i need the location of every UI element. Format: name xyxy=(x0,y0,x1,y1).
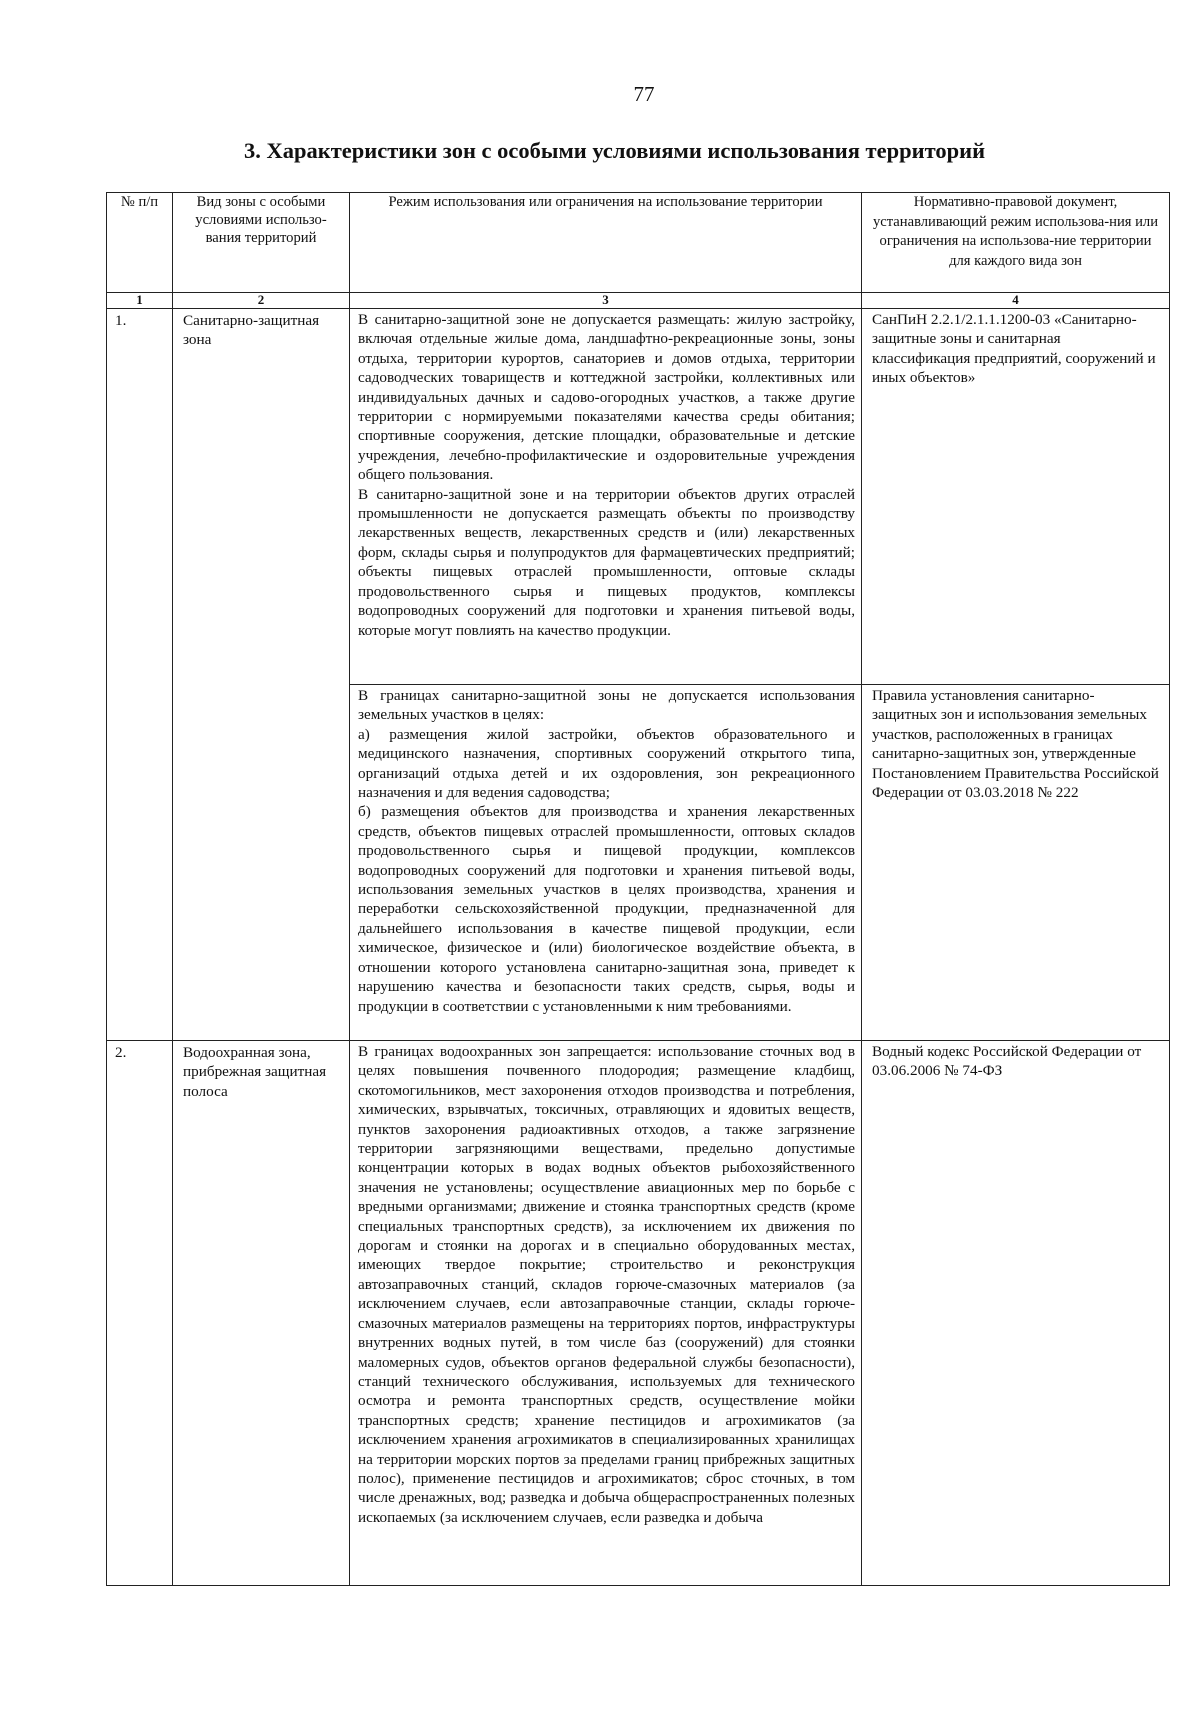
zones-table xyxy=(106,192,1170,1586)
header-index: № п/п xyxy=(107,193,173,293)
regime-paragraph: б) размещения объектов для производства и хранения лекарственных средств, объектов пищевых отраслей промышленности, оптовых складов продовольственного сырья и пищевой продукции, комплексов водопроводных сооружений для подготовки и хранения питьевой воды, использования земельных участков в целях производства, хранения и переработки сельскохозяйственной продукции, предназначенной для дальнейшего использования в качестве пищевой продукции, если химическое, физическое и (или) биологическое воздействие объекта, в отношении которого установлена санитарно-защитная зона, приведет к нарушению качества и безопасности таких средств, сырья, воды и продукции в соответствии с установленными к ним требованиями. xyxy=(358,803,855,1015)
column-number: 3 xyxy=(350,293,862,309)
regime-cell xyxy=(350,685,862,1041)
header-zone-type: Вид зоны с особыми условиями использо-вания территорий xyxy=(173,193,350,293)
column-number: 4 xyxy=(862,293,1170,309)
zone-type: Водоохранная зона, прибрежная защитная полоса xyxy=(173,1041,350,1586)
zone-type: Санитарно-защитная зона xyxy=(173,309,350,1041)
legal-document: СанПиН 2.2.1/2.1.1.1200-03 «Санитарно-защитные зоны и санитарная классификация предприятий, сооружений и иных объектов» xyxy=(862,309,1170,685)
regime-paragraph: а) размещения жилой застройки, объектов образовательного и медицинского назначения, спортивных сооружений открытого типа, организаций отдыха детей и их оздоровления, зон рекреационного назначения и для ведения садоводства; xyxy=(358,725,855,802)
regime-cell xyxy=(350,1041,862,1586)
regime-paragraph: В санитарно-защитной зоне не допускается размещать: жилую застройку, включая отдельные жилые дома, ландшафтно-рекреационные зоны, зоны отдыха, территории курортов, санаториев и домов отдыха, территории садоводческих товариществ и коттеджной застройки, коллективных или индивидуальных дачных и садово-огородных участков, а также другие территории с нормируемыми показателями качества среды обитания; спортивные сооружения, детские площадки, образовательные и детские учреждения, лечебно-профилактические и оздоровительные учреждения общего пользования. xyxy=(358,311,855,484)
section-title: 3. Характеристики зон с особыми условиями использования территорий xyxy=(244,138,986,163)
page-number: 77 xyxy=(633,82,655,106)
column-number: 1 xyxy=(107,293,173,309)
column-number: 2 xyxy=(173,293,350,309)
header-regime: Режим использования или ограничения на использование территории xyxy=(350,193,862,293)
legal-document: Правила установления санитарно-защитных зон и использования земельных участков, расположенных в границах санитарно-защитных зон, утвержденные Постановлением Правительства Российской Федерации от 03.03.2018 № 222 xyxy=(862,685,1170,1041)
table-header-row xyxy=(107,193,1170,293)
header-document: Нормативно-правовой документ, устанавливающий режим использова-ния или ограничения на использова-ние территории для каждого вида зон xyxy=(862,193,1170,293)
regime-paragraph: В границах водоохранных зон запрещается: использование сточных вод в целях повышения почвенного плодородия; размещение кладбищ, скотомогильников, мест захоронения отходов производства и потребления, химических, взрывчатых, токсичных, отравляющих и ядовитых веществ, пунктов захоронения радиоактивных отходов, а также загрязнение территории загрязняющими веществами, предельно допустимые концентрации которых в водах водных объектов рыбохозяйственного значения не установлены; осуществление авиационных мер по борьбе с вредными организмами; движение и стоянка транспортных средств (кроме специальных транспортных средств), за исключением их движения по дорогам и стоянки на дорогах и в специально оборудованных местах, имеющих твердое покрытие; строительство и реконструкция автозаправочных станций, складов горюче-смазочных материалов (за исключением случаев, если автозаправочные станции, склады горюче-смазочных материалов размещены на территориях портов, инфраструктуры внутренних водных путей, в том числе баз (сооружений) для стоянки маломерных судов, объектов органов федеральной службы безопасности), станций технического обслуживания, используемых для технического осмотра и ремонта транспортных средств, осуществление мойки транспортных средств; хранение пестицидов и агрохимикатов (за исключением хранения агрохимикатов в специализированных хранилищах на территории морских портов за пределами границ прибрежных защитных полос), применение пестицидов и агрохимикатов; сброс сточных, в том числе дренажных, вод; разведка и добыча общераспространенных полезных ископаемых (за исключением случаев, если разведка и добыча xyxy=(358,1043,855,1526)
regime-paragraph: В санитарно-защитной зоне и на территории объектов других отраслей промышленности не допускается размещать объекты по производству лекарственных веществ, лекарственных средств и (или) лекарственных форм, склады сырья и полупродуктов для фармацевтических предприятий; объекты пищевых отраслей промышленности, оптовые склады продовольственного сырья и пищевых продуктов, комплексы водопроводных сооружений для подготовки и хранения питьевой воды, которые могут повлиять на качество продукции. xyxy=(358,485,855,639)
legal-document: Водный кодекс Российской Федерации от 03.06.2006 № 74-ФЗ xyxy=(862,1041,1170,1586)
row-index: 1. xyxy=(107,309,173,1041)
row-index: 2. xyxy=(107,1041,173,1586)
column-number-row xyxy=(107,293,1170,309)
regime-paragraph: В границах санитарно-защитной зоны не допускается использования земельных участков в целях: xyxy=(358,687,855,724)
table-row xyxy=(107,1041,1170,1586)
table-row xyxy=(107,309,1170,685)
regime-cell xyxy=(350,309,862,685)
